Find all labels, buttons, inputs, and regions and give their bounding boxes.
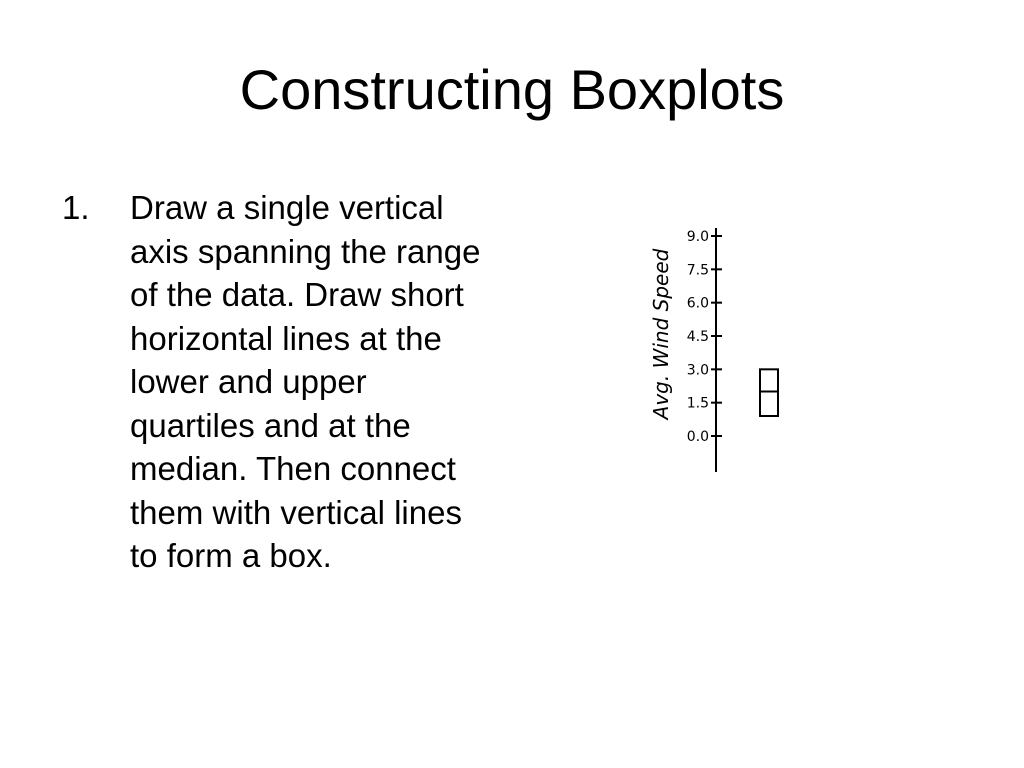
y-tick-label: 6.0 (686, 295, 709, 312)
boxplot (760, 369, 778, 416)
y-tick-label: 1.5 (686, 395, 709, 412)
step-number: 1. (62, 189, 90, 226)
y-axis-label: Avg. Wind Speed (649, 248, 673, 420)
y-tick-label: 0.0 (686, 429, 709, 445)
y-tick-label: 7.5 (686, 262, 709, 279)
box (760, 369, 778, 416)
boxplot-sketch (630, 218, 800, 480)
y-tick-label: 9.0 (686, 229, 709, 245)
y-axis (687, 228, 722, 472)
slide-title: Constructing Boxplots (239, 58, 785, 121)
y-tick-label: 3.0 (686, 362, 709, 379)
y-tick-label: 4.5 (686, 329, 709, 345)
step-text: Draw a single vertical axis spanning the range of the data. Draw short horizontal lines at the lower and upper quartiles and at the median. Then connect them with vertical lines to form a box. (130, 189, 481, 574)
